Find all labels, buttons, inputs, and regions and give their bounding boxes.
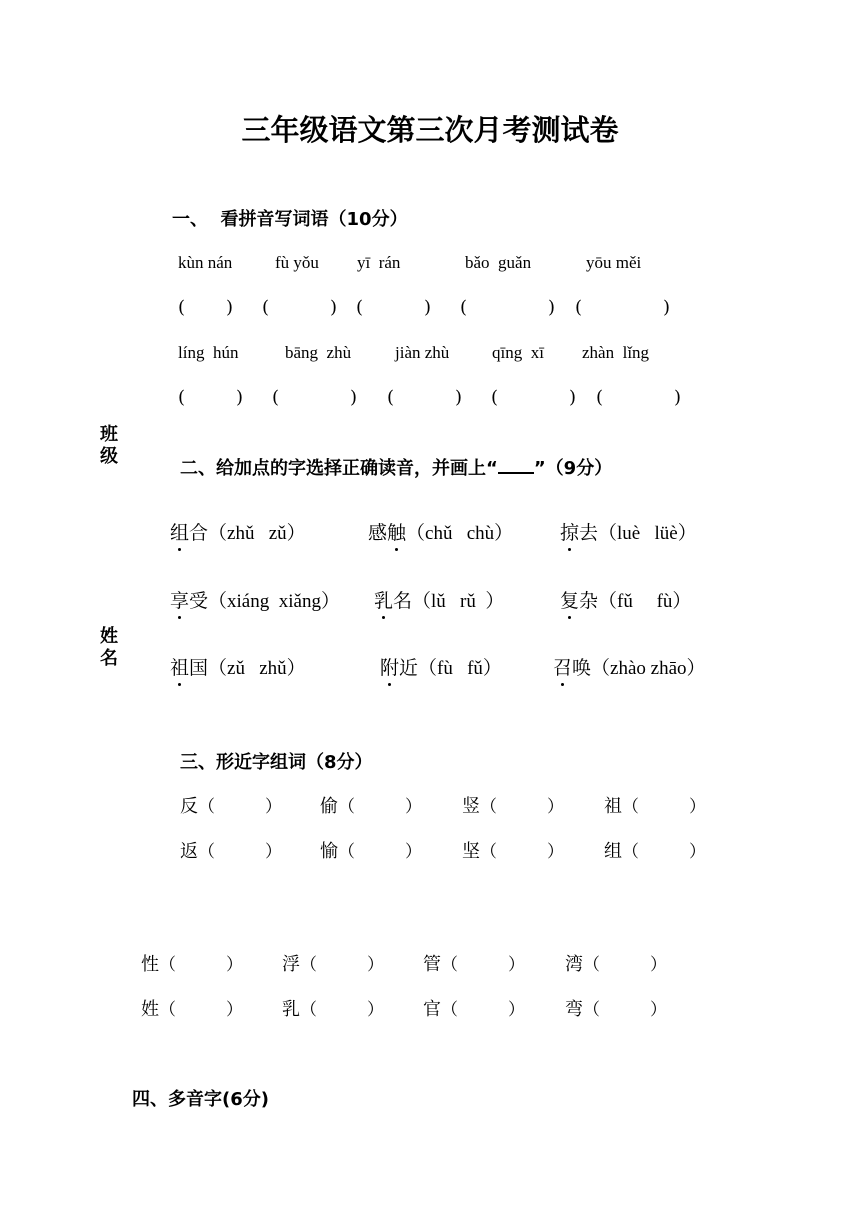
pinyin-item: yī rán bbox=[357, 253, 401, 272]
answer-open: ( bbox=[575, 297, 583, 318]
answer-close: ) bbox=[674, 387, 682, 408]
pinyin-item: líng hún bbox=[178, 343, 239, 362]
answer-close: ) bbox=[663, 297, 671, 318]
word-cell: 浮（ ） bbox=[282, 954, 384, 975]
reading-item: 感触（chǔ chù） bbox=[368, 518, 513, 545]
word-cell: 祖（ ） bbox=[604, 796, 706, 817]
section3-heading: 三、形近字组词（8分） bbox=[180, 752, 373, 773]
word-cell: 官（ ） bbox=[423, 999, 525, 1020]
answer-open: ( bbox=[178, 387, 186, 408]
word-cell: 返（ ） bbox=[180, 841, 282, 862]
reading-item: 附近（fù fǔ） bbox=[380, 653, 502, 680]
reading-item: 召唤（zhào zhāo） bbox=[553, 653, 706, 680]
reading-item: 祖国（zǔ zhǔ） bbox=[170, 653, 306, 680]
answer-close: ) bbox=[330, 297, 338, 318]
word-cell: 管（ ） bbox=[423, 954, 525, 975]
word-cell: 性（ ） bbox=[141, 954, 243, 975]
reading-item: 掠去（luè lüè） bbox=[560, 518, 697, 545]
word-cell: 愉（ ） bbox=[320, 841, 422, 862]
reading-item: 乳名（lǔ rǔ ） bbox=[374, 586, 504, 613]
word-cell: 偷（ ） bbox=[320, 796, 422, 817]
answer-close: ) bbox=[236, 387, 244, 408]
section1-heading: 一、 看拼音写词语（10分） bbox=[172, 209, 408, 230]
word-cell: 弯（ ） bbox=[565, 999, 667, 1020]
answer-open: ( bbox=[491, 387, 499, 408]
word-cell: 乳（ ） bbox=[282, 999, 384, 1020]
word-cell: 反（ ） bbox=[180, 796, 282, 817]
page-title: 三年级语文第三次月考测试卷 bbox=[241, 113, 619, 147]
answer-open: ( bbox=[460, 297, 468, 318]
answer-close: ) bbox=[569, 387, 577, 408]
section2-heading: 二、给加点的字选择正确读音，并画上“ ”（9分） bbox=[180, 458, 613, 479]
word-cell: 姓（ ） bbox=[141, 999, 243, 1020]
pinyin-item: zhàn lǐng bbox=[582, 343, 650, 362]
answer-close: ) bbox=[424, 297, 432, 318]
answer-open: ( bbox=[596, 387, 604, 408]
pinyin-item: jiàn zhù bbox=[395, 343, 450, 362]
class-label: 班级 bbox=[100, 424, 118, 467]
answer-open: ( bbox=[387, 387, 395, 408]
answer-close: ) bbox=[226, 297, 234, 318]
answer-close: ) bbox=[455, 387, 463, 408]
name-label: 姓名 bbox=[100, 626, 118, 669]
answer-close: ) bbox=[548, 297, 556, 318]
answer-open: ( bbox=[262, 297, 270, 318]
pinyin-item: kùn nán bbox=[178, 253, 233, 272]
pinyin-item: yōu měi bbox=[586, 253, 642, 272]
section4-heading: 四、多音字(6分) bbox=[132, 1089, 269, 1110]
reading-item: 组合（zhǔ zǔ） bbox=[170, 518, 306, 545]
answer-open: ( bbox=[178, 297, 186, 318]
pinyin-item: fù yǒu bbox=[275, 253, 319, 272]
pinyin-item: bǎo guǎn bbox=[465, 253, 532, 272]
word-cell: 坚（ ） bbox=[462, 841, 564, 862]
pinyin-item: qīng xī bbox=[492, 343, 544, 362]
word-cell: 组（ ） bbox=[604, 841, 706, 862]
reading-item: 复杂（fǔ fù） bbox=[560, 586, 691, 613]
reading-item: 享受（xiáng xiǎng） bbox=[170, 586, 340, 613]
word-cell: 竖（ ） bbox=[462, 796, 564, 817]
answer-open: ( bbox=[356, 297, 364, 318]
answer-close: ) bbox=[350, 387, 358, 408]
pinyin-item: bāng zhù bbox=[285, 343, 352, 362]
word-cell: 湾（ ） bbox=[565, 954, 667, 975]
answer-open: ( bbox=[272, 387, 280, 408]
underline-blank bbox=[498, 458, 534, 474]
